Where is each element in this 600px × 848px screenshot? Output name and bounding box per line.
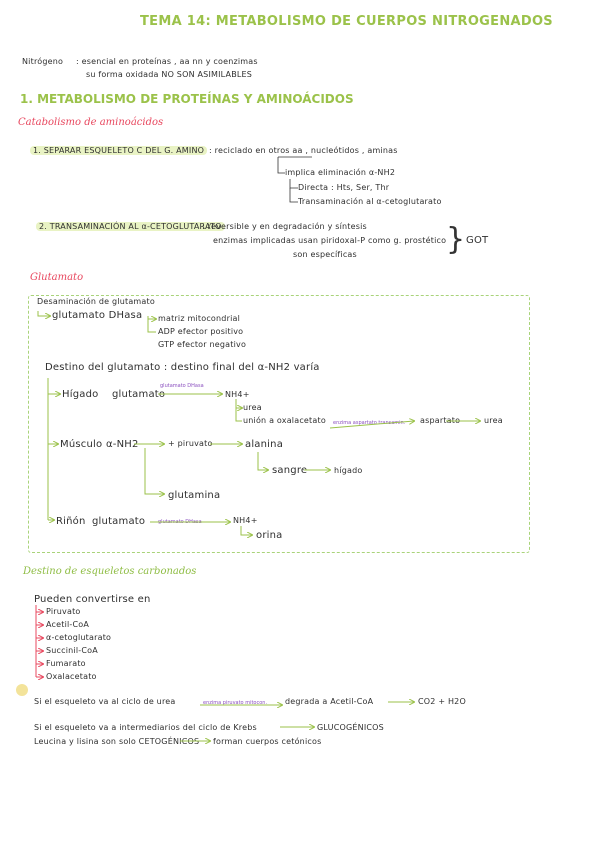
skeletons-intro: Pueden convertirse en xyxy=(34,594,151,605)
skeleton-line-1a: Si el esqueleto va al ciclo de urea xyxy=(34,697,176,706)
brace-icon: } xyxy=(446,222,466,257)
skeleton-line-3b: forman cuerpos cetónicos xyxy=(213,737,322,746)
skeleton-line-3a: Leucina y lisina son solo CETOGÉNICOS xyxy=(34,737,200,746)
pyruvate-label: + piruvato xyxy=(168,439,213,448)
step-2-label: 2. TRANSAMINACIÓN AL α-CETOGLUTARATO xyxy=(36,222,225,231)
page-title: TEMA 14: METABOLISMO DE CUERPOS NITROGENADOS xyxy=(140,14,553,29)
skeleton-line-1-enzyme: enzima piruvato mitocon. xyxy=(203,700,268,706)
skeleton-item: α-cetoglutarato xyxy=(46,633,112,642)
muscle-label: Músculo xyxy=(60,439,103,450)
deamination-label: Desaminación de glutamato xyxy=(37,297,155,306)
matrix-label: matriz mitocondrial xyxy=(158,314,241,323)
skeleton-item: Piruvato xyxy=(46,607,81,616)
adp-label: ADP efector positivo xyxy=(158,327,244,336)
muscle-amine: α-NH2 xyxy=(106,439,139,450)
skeleton-line-2b: GLUCOGÉNICOS xyxy=(317,723,384,732)
step-1-implies: implica eliminación α-NH2 xyxy=(285,168,396,177)
got-label: GOT xyxy=(466,235,489,246)
skeleton-item: Oxalacetato xyxy=(46,672,97,681)
kidney-glutamate: glutamato xyxy=(92,516,146,527)
step-2-desc-2: enzimas implicadas usan piridoxal-P como g. prostético xyxy=(213,236,447,245)
oxalacetate-union: unión a oxalacetato xyxy=(243,416,326,425)
destiny-label: Destino del glutamato : destino final del α-NH2 varía xyxy=(45,362,320,373)
step-2-desc-1: : reversible y en degradación y síntesis xyxy=(202,222,367,231)
skeletons-heading: Destino de esqueletos carbonados xyxy=(23,566,197,577)
skeleton-line-2a: Si el esqueleto va a intermediarios del ciclo de Krebs xyxy=(34,723,257,732)
urine-label: orina xyxy=(256,530,283,541)
skeleton-item: Succinil-CoA xyxy=(46,646,98,655)
gtp-label: GTP efector negativo xyxy=(158,340,247,349)
urea-final: urea xyxy=(484,416,503,425)
glutamate-dhase: glutamato DHasa xyxy=(52,310,143,321)
kidney-label: Riñón xyxy=(56,516,86,527)
urea-label: urea xyxy=(243,403,262,412)
aspartate-label: aspartato xyxy=(420,416,461,425)
arrow xyxy=(278,157,285,173)
skeleton-item: Fumarato xyxy=(46,659,86,668)
nitrogen-label: Nitrógeno xyxy=(22,57,64,66)
glutamato-heading: Glutamato xyxy=(30,272,84,283)
step-1-label: 1. SEPARAR ESQUELETO C DEL G. AMINO xyxy=(30,146,207,155)
section-1-heading: 1. METABOLISMO DE PROTEÍNAS Y AMINOÁCIDOS xyxy=(20,92,354,106)
blood-label: sangre xyxy=(272,465,308,476)
skeleton-line-1c: CO2 + H2O xyxy=(418,697,466,706)
step-2-desc-3: son específicas xyxy=(293,250,357,259)
kidney-enzyme: glutamato DHasa xyxy=(158,519,202,525)
liver-glutamate: glutamato xyxy=(112,389,166,400)
skeleton-item: Acetil-CoA xyxy=(46,620,90,629)
alanine-label: alanina xyxy=(245,439,284,450)
liver-nh4: NH4+ xyxy=(225,390,250,399)
liver2-label: hígado xyxy=(334,466,363,475)
nitrogen-desc-2: su forma oxidada NO SON ASIMILABLES xyxy=(86,70,253,79)
skeleton-line-1b: degrada a Acetil-CoA xyxy=(285,697,374,706)
kidney-nh4: NH4+ xyxy=(233,516,258,525)
glutamine-label: glutamina xyxy=(168,490,221,501)
liver-enzyme: glutamato DHasa xyxy=(160,383,204,389)
step-1-desc: : reciclado en otros aa , nucleótidos , aminas xyxy=(209,146,398,155)
nitrogen-desc-1: : esencial en proteínas , aa nn y coenzimas xyxy=(76,57,258,66)
catabolism-heading: Catabolismo de aminoácidos xyxy=(18,117,164,128)
liver-label: Hígado xyxy=(62,389,99,400)
aspartate-enzyme: enzima aspartato transamin. xyxy=(333,420,406,426)
step-1-transam: Transaminación al α-cetoglutarato xyxy=(298,197,442,206)
step-1-direct: Directa : Hts, Ser, Thr xyxy=(298,183,390,192)
